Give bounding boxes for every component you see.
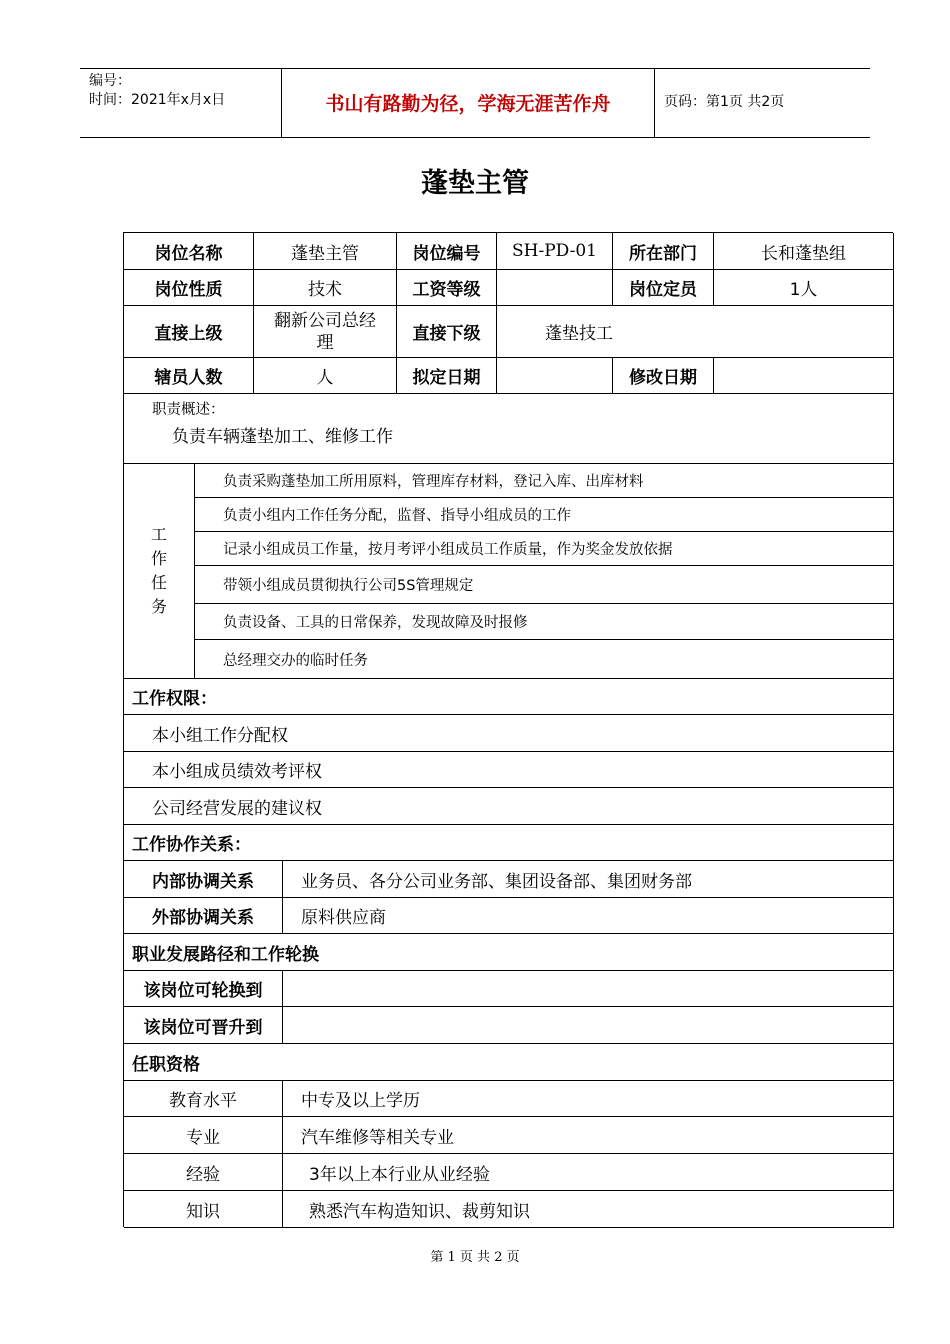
nature-value: 技术 — [254, 270, 397, 306]
summary-cell — [124, 394, 894, 464]
summary-text: 负责车辆蓬垫加工、维修工作 — [172, 427, 393, 447]
rotate-value — [283, 971, 894, 1007]
page-footer: 第 1 页 共 2 页 — [430, 1250, 520, 1265]
qualification-item-label: 专业 — [124, 1117, 283, 1154]
page-header — [80, 68, 870, 138]
task-item: 记录小组成员工作量，按月考评小组成员工作质量，作为奖金发放依据 — [195, 532, 894, 566]
post-name-label: 岗位名称 — [124, 233, 254, 270]
qualification-item-value: 熟悉汽车构造知识、裁剪知识 — [283, 1191, 894, 1228]
authority-item: 公司经营发展的建议权 — [124, 788, 894, 825]
superior-label: 直接上级 — [124, 306, 254, 358]
revise-value — [714, 358, 894, 394]
dept-label: 所在部门 — [613, 233, 714, 270]
task-item: 负责设备、工具的日常保养，发现故障及时报修 — [195, 604, 894, 640]
header-motto-cell — [282, 69, 655, 137]
draft-label: 拟定日期 — [397, 358, 497, 394]
external-label: 外部协调关系 — [124, 898, 283, 934]
post-no-value: SH-PD-01 — [497, 233, 613, 270]
quota-label: 岗位定员 — [613, 270, 714, 306]
subordinate-value: 蓬垫技工 — [497, 306, 894, 358]
quota-value: 1人 — [714, 270, 894, 306]
task-item: 带领小组成员贯彻执行公司5S管理规定 — [195, 566, 894, 604]
qualification-label: 任职资格 — [124, 1044, 894, 1081]
internal-label: 内部协调关系 — [124, 861, 283, 898]
promote-label: 该岗位可晋升到 — [124, 1007, 283, 1044]
job-description-table — [123, 232, 893, 1227]
cooperation-label: 工作协作关系： — [124, 825, 894, 861]
subordinate-label: 直接下级 — [397, 306, 497, 358]
tasks-label-cell — [124, 464, 195, 679]
time-label: 时间：2021年x月x日 — [89, 92, 226, 108]
document-title: 蓬垫主管 — [421, 168, 529, 199]
qualification-item-label: 教育水平 — [124, 1081, 283, 1117]
post-no-label: 岗位编号 — [397, 233, 497, 270]
revise-label: 修改日期 — [613, 358, 714, 394]
tasks-label: 工作任务 — [150, 525, 167, 616]
header-meta-cell — [80, 69, 282, 137]
page-info: 页码：第1页 共2页 — [664, 94, 785, 110]
authority-item: 本小组工作分配权 — [124, 715, 894, 752]
dept-value: 长和蓬垫组 — [714, 233, 894, 270]
header-page-cell — [655, 69, 870, 137]
authority-label: 工作权限： — [124, 679, 894, 715]
qualification-item-value: 中专及以上学历 — [283, 1081, 894, 1117]
task-item: 负责小组内工作任务分配，监督、指导小组成员的工作 — [195, 498, 894, 532]
wage-label: 工资等级 — [397, 270, 497, 306]
qualification-item-label: 经验 — [124, 1154, 283, 1191]
staff-value: 人 — [254, 358, 397, 394]
nature-label: 岗位性质 — [124, 270, 254, 306]
qualification-item-value: 3年以上本行业从业经验 — [283, 1154, 894, 1191]
task-item: 负责采购蓬垫加工所用原料，管理库存材料，登记入库、出库材料 — [195, 464, 894, 498]
motto: 书山有路勤为径，学海无涯苦作舟 — [325, 93, 611, 115]
superior-value: 翻新公司总经理 — [254, 306, 397, 358]
external-value: 原料供应商 — [283, 898, 894, 934]
number-label: 编号： — [89, 73, 131, 89]
task-item: 总经理交办的临时任务 — [195, 640, 894, 679]
promote-value — [283, 1007, 894, 1044]
qualification-item-label: 知识 — [124, 1191, 283, 1228]
qualification-item-value: 汽车维修等相关专业 — [283, 1117, 894, 1154]
wage-value — [497, 270, 613, 306]
staff-label: 辖员人数 — [124, 358, 254, 394]
summary-label: 职责概述： — [152, 402, 225, 418]
post-name-value: 蓬垫主管 — [254, 233, 397, 270]
draft-value — [497, 358, 613, 394]
rotate-label: 该岗位可轮换到 — [124, 971, 283, 1007]
internal-value: 业务员、各分公司业务部、集团设备部、集团财务部 — [283, 861, 894, 898]
authority-item: 本小组成员绩效考评权 — [124, 752, 894, 788]
career-label: 职业发展路径和工作轮换 — [124, 934, 894, 971]
